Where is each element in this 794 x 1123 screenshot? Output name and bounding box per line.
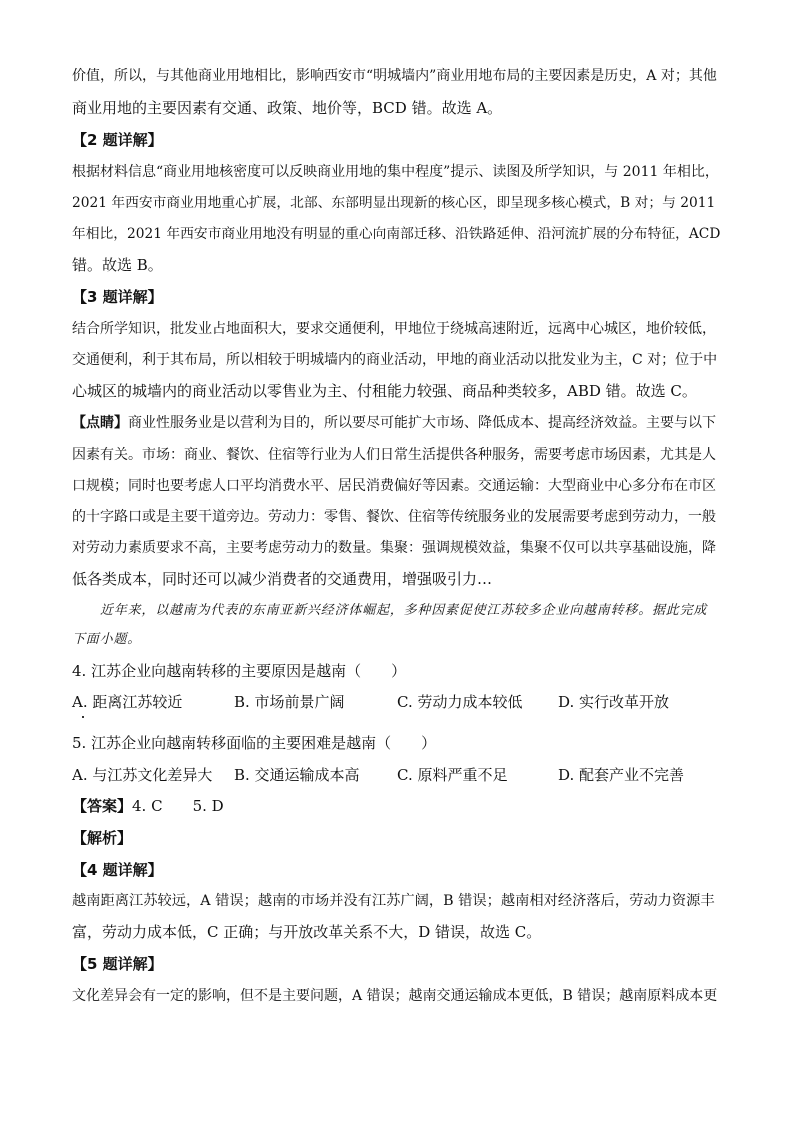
- paragraph-line: 年相比，2021 年西安市商业用地没有明显的重心向南部迁移、沿铁路延伸、沿河流扩展的分布特征，ACD: [72, 226, 721, 242]
- paragraph-line: 低各类成本，同时还可以减少消费者的交通费用，增强吸引力…: [72, 570, 493, 588]
- paragraph-line: 心城区的城墙内的商业活动以零售业为主、付租能力较强、商品种类较多，ABD 错。故选 C。: [72, 382, 697, 400]
- stray-dot: [82, 716, 84, 718]
- q4-heading: 【4 题详解】: [72, 861, 163, 879]
- material-line: 近年来，以越南为代表的东南亚新兴经济体崛起，多种因素促使江苏较多企业向越南转移。据此完成: [100, 603, 708, 618]
- q3-heading: 【3 题详解】: [72, 288, 163, 306]
- paragraph-line: 根据材料信息“商业用地核密度可以反映商业用地的集中程度”提示、读图及所学知识，与 2011 年相比，: [72, 164, 719, 180]
- answer-text: 4. C 5. D: [132, 797, 224, 815]
- q5-option-d: D. 配套产业不完善: [558, 766, 685, 784]
- q2-heading: 【2 题详解】: [72, 131, 163, 149]
- paragraph-line: 交通便利，利于其布局，所以相较于明城墙内的商业活动，甲地的商业活动以批发业为主，C 对；位于中: [72, 352, 718, 368]
- tip-line: [72, 413, 716, 433]
- paragraph-line: 富，劳动力成本低，C 正确；与开放改革关系不大，D 错误，故选 C。: [72, 923, 542, 941]
- paragraph-line: 对劳动力素质要求不高，主要考虑劳动力的数量。集聚：强调规模效益，集聚不仅可以共享基础设施，降: [72, 540, 716, 556]
- q4-option-c: C. 劳动力成本较低: [397, 693, 523, 711]
- paragraph-line: 口规模；同时也要考虑人口平均消费水平、居民消费偏好等因素。交通运输：大型商业中心多分布在市区: [72, 478, 716, 494]
- paragraph-line: 的十字路口或是主要干道旁边。劳动力：零售、餐饮、住宿等传统服务业的发展需要考虑到劳动力，一般: [72, 509, 716, 525]
- q5-heading: 【5 题详解】: [72, 955, 163, 973]
- question-5-stem: 5. 江苏企业向越南转移面临的主要困难是越南（ ）: [72, 734, 437, 752]
- material-line: 下面小题。: [72, 632, 142, 647]
- q5-option-a: A. 与江苏文化差异大: [72, 766, 213, 784]
- paragraph-line: 越南距离江苏较远，A 错误；越南的市场并没有江苏广阔，B 错误；越南相对经济落后，劳动力资源丰: [72, 893, 715, 909]
- q5-option-b: B. 交通运输成本高: [234, 766, 360, 784]
- paragraph-line: 2021 年西安市商业用地重心扩展，北部、东部明显出现新的核心区，即呈现多核心模式，B 对；与 2011: [72, 195, 716, 211]
- answer-label: 【答案】: [72, 797, 133, 815]
- tip-first-text: 商业性服务业是以营利为目的，所以要尽可能扩大市场、降低成本、提高经济效益。主要与以下: [128, 415, 716, 431]
- paragraph-line: 文化差异会有一定的影响，但不是主要问题，A 错误；越南交通运输成本更低，B 错误；越南原料成本更: [72, 988, 718, 1004]
- paragraph-line: 商业用地的主要因素有交通、政策、地价等，BCD 错。故选 A。: [72, 99, 503, 117]
- q4-option-b: B. 市场前景广阔: [234, 693, 345, 711]
- q5-option-c: C. 原料严重不足: [397, 766, 508, 784]
- paragraph-line: 价值，所以，与其他商业用地相比，影响西安市“明城墙内”商业用地布局的主要因素是历史，A 对；其他: [72, 68, 717, 84]
- question-4-stem: 4. 江苏企业向越南转移的主要原因是越南（ ）: [72, 662, 407, 680]
- tip-label: 【点睛】: [72, 415, 128, 431]
- paragraph-line: 错。故选 B。: [72, 256, 163, 274]
- q4-option-d: D. 实行改革开放: [558, 693, 670, 711]
- analysis-label: 【解析】: [72, 829, 133, 847]
- paragraph-line: 结合所学知识，批发业占地面积大，要求交通便利，甲地位于绕城高速附近，远离中心城区，地价较低，: [72, 321, 716, 337]
- answer-line: [72, 796, 224, 816]
- q4-option-a: A. 距离江苏较近: [72, 693, 183, 711]
- paragraph-line: 因素有关。市场：商业、餐饮、住宿等行业为人们日常生活提供各种服务，需要考虑市场因素，尤其是人: [72, 447, 716, 463]
